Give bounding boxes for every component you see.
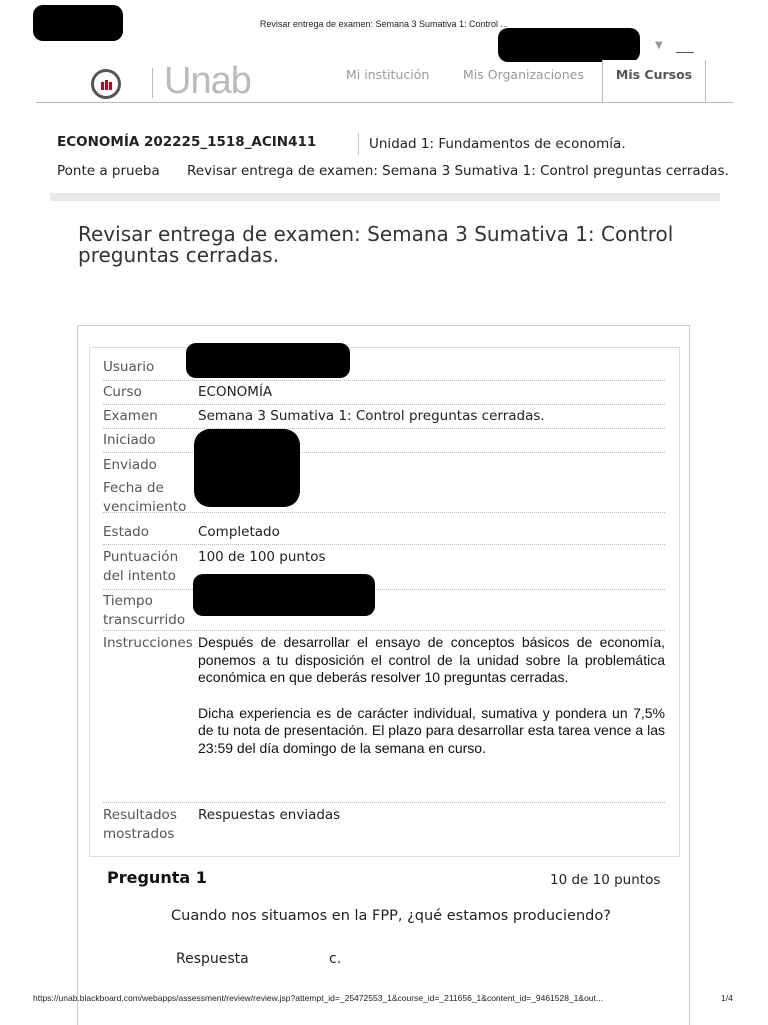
top-navigation: [36, 60, 734, 103]
logo-text[interactable]: Unab: [164, 60, 251, 102]
question-title: Pregunta 1: [107, 868, 207, 887]
detail-label: Fecha de vencimiento: [103, 480, 187, 515]
answer-value: c.: [329, 951, 342, 967]
instructions-paragraph: Dicha experiencia es de carácter individual, sumativa y pondera un 7,5% de tu nota de presentación. El plazo para desarrollar esta tarea vence a las 23:59 del día domingo de la semana en curso.: [198, 704, 665, 756]
detail-row-enviado: [103, 456, 665, 513]
detail-label: Instrucciones: [103, 635, 193, 651]
redacted-block: [194, 429, 300, 507]
detail-row-examen: [103, 407, 665, 429]
logo-divider: [152, 68, 153, 98]
question-points: 10 de 10 puntos: [550, 872, 661, 888]
course-divider: [358, 133, 359, 155]
chevron-down-icon[interactable]: ▼: [655, 40, 663, 51]
detail-row-puntuacion: [103, 548, 665, 590]
detail-row-curso: [103, 383, 665, 405]
detail-row-tiempo: [103, 592, 665, 631]
print-header-title: Revisar entrega de examen: Semana 3 Sumativa 1: Control ...: [259, 19, 509, 29]
detail-row-resultados: [103, 806, 665, 848]
answer-label: Respuesta: [176, 951, 249, 967]
nav-mis-organizaciones[interactable]: Mis Organizaciones: [463, 67, 584, 82]
detail-row-instrucciones: [103, 634, 665, 803]
page-title: Revisar entrega de examen: Semana 3 Sumativa 1: Control preguntas cerradas.: [78, 222, 674, 267]
breadcrumb-ponte-a-prueba[interactable]: Ponte a prueba: [57, 163, 160, 179]
instructions-paragraph: Después de desarrollar el ensayo de conceptos básicos de economía, ponemos a tu disposición el control de la unidad sobre la problemática económica en que deberás resolver 10 preguntas cerradas.: [198, 634, 665, 685]
footer-page-number: 1/4: [721, 993, 733, 1003]
detail-label: Usuario: [103, 359, 155, 375]
unab-logo-icon[interactable]: [91, 69, 121, 99]
nav-mis-cursos[interactable]: [602, 60, 706, 102]
detail-label: Enviado: [103, 457, 157, 473]
detail-label: Estado: [103, 524, 149, 540]
footer-url: https://unab.blackboard.com/webapps/assessment/review/review.jsp?attempt_id=_25472553_1&course_id=_211656_1&content_id=_9461528_1&out...: [33, 993, 603, 1003]
detail-value: Semana 3 Sumativa 1: Control preguntas cerradas.: [198, 408, 545, 424]
detail-row-iniciado: [103, 431, 665, 453]
menu-line: [676, 52, 694, 53]
nav-mi-institucion[interactable]: Mi institución: [346, 67, 430, 82]
detail-row-estado: [103, 523, 665, 545]
detail-label: Examen: [103, 408, 158, 424]
detail-value: Respuestas enviadas: [198, 807, 341, 823]
detail-label: Tiempo transcurrido: [103, 593, 186, 628]
instructions-text: [198, 634, 665, 775]
breadcrumb-current: Revisar entrega de examen: Semana 3 Sumativa 1: Control preguntas cerradas.: [187, 163, 729, 179]
redacted-block: [498, 28, 640, 62]
detail-label: Curso: [103, 384, 142, 400]
nav-mis-cursos-label: Mis Cursos: [615, 67, 693, 82]
question-text: Cuando nos situamos en la FPP, ¿qué estamos produciendo?: [171, 908, 611, 924]
course-code[interactable]: ECONOMÍA 202225_1518_ACIN411: [57, 134, 317, 150]
redacted-block: [186, 343, 350, 378]
detail-label: Resultados mostrados: [103, 807, 177, 842]
redacted-block: [193, 574, 375, 616]
detail-label: Puntuación del intento: [103, 549, 179, 584]
breadcrumb-bar: [50, 193, 720, 201]
detail-value: 100 de 100 puntos: [198, 549, 326, 565]
detail-value: Completado: [198, 524, 280, 540]
detail-label: Iniciado: [103, 432, 156, 448]
attempt-details: [89, 347, 680, 857]
detail-value: ECONOMÍA: [198, 384, 273, 400]
unit-title[interactable]: Unidad 1: Fundamentos de economía.: [369, 136, 626, 152]
